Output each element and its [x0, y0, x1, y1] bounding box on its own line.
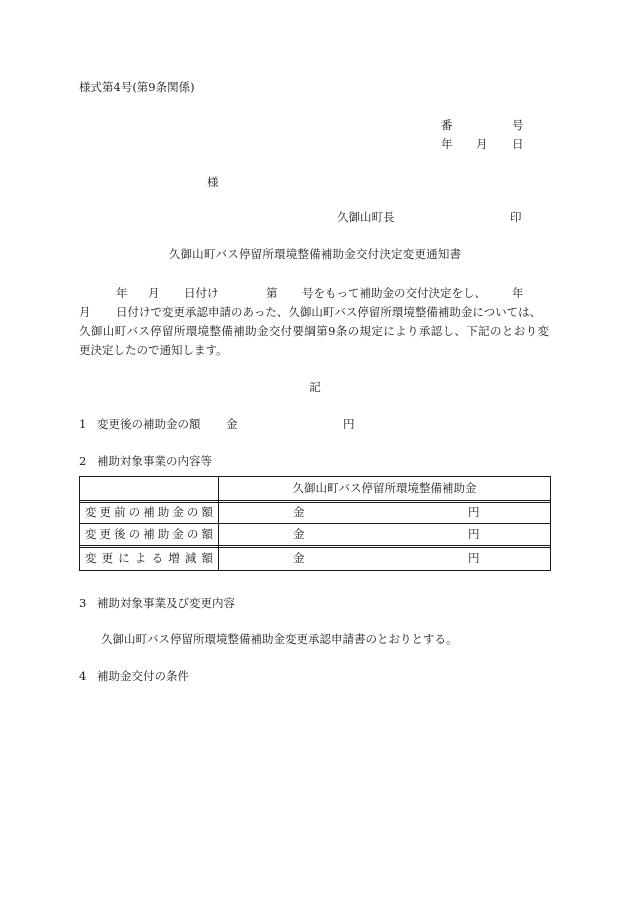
table-row-yen-before: 円	[468, 505, 480, 519]
table-rule-left	[79, 476, 80, 571]
date-label-month: 月	[476, 137, 488, 151]
table-rule-row-1	[79, 523, 551, 524]
table-row-kin-after: 金	[293, 527, 305, 541]
table-row-yen-diff: 円	[468, 551, 480, 565]
section-1-label: 変更後の補助金の額	[97, 417, 201, 431]
date-label-day: 日	[512, 137, 524, 151]
number-label-go: 号	[512, 118, 524, 132]
number-label-ban: 番	[441, 118, 453, 132]
body-line-3: 久御山町バス停留所環境整備補助金交付要綱第9条の規定により承認し、下記のとおり変	[79, 324, 549, 338]
table-row-label-before: 変更前の補助金の額	[85, 505, 213, 519]
table-row-yen-after: 円	[468, 527, 480, 541]
section-2-number: 2	[79, 454, 87, 468]
ki-heading: 記	[309, 380, 321, 394]
section-4-number: 4	[79, 669, 87, 683]
section-1-yen: 円	[343, 417, 355, 431]
table-rule-row-2a	[79, 545, 551, 546]
date-label-year: 年	[441, 137, 453, 151]
section-4-label: 補助金交付の条件	[97, 669, 189, 683]
form-number: 様式第4号(第9条関係)	[79, 80, 195, 94]
issuer-name: 久御山町長	[337, 210, 395, 224]
section-2-label: 補助対象事業の内容等	[97, 454, 212, 468]
amount-table	[79, 476, 551, 571]
seal-mark: 印	[510, 210, 522, 224]
table-header-program: 久御山町バス停留所環境整備補助金	[292, 481, 477, 495]
body-day-1: 日付け	[184, 286, 219, 300]
section-3-body: 久御山町バス停留所環境整備補助金変更承認申請書のとおりとする。	[101, 632, 458, 646]
body-line-4: 更決定したので通知します。	[79, 343, 228, 357]
table-rule-bottom	[79, 570, 551, 571]
document-title: 久御山町バス停留所環境整備補助金交付決定変更通知書	[168, 247, 462, 261]
table-rule-header-2	[79, 502, 551, 503]
table-row-label-diff: 変更による増減額	[85, 551, 213, 565]
section-1-number: 1	[79, 417, 87, 431]
body-month-1: 月	[148, 286, 160, 300]
table-rule-top	[79, 476, 551, 477]
table-row-label-after: 変更後の補助金の額	[85, 527, 213, 541]
body-month-2: 月	[79, 305, 91, 319]
body-line-2-text: 日付けで変更承認申請のあった、久御山町バス停留所環境整備補助金については、	[116, 305, 542, 319]
section-1-kin: 金	[226, 417, 238, 431]
table-row-kin-diff: 金	[293, 551, 305, 565]
table-rule-header-1	[79, 500, 551, 501]
body-year-1: 年	[116, 286, 128, 300]
table-rule-row-2b	[79, 547, 551, 548]
body-go-text: 号をもって補助金の交付決定をし、	[302, 286, 486, 300]
body-dai: 第	[266, 286, 278, 300]
addressee-suffix: 様	[207, 175, 219, 189]
section-3-label: 補助対象事業及び変更内容	[97, 596, 235, 610]
section-3-number: 3	[79, 596, 87, 610]
body-year-2: 年	[512, 286, 524, 300]
table-row-kin-before: 金	[293, 505, 305, 519]
